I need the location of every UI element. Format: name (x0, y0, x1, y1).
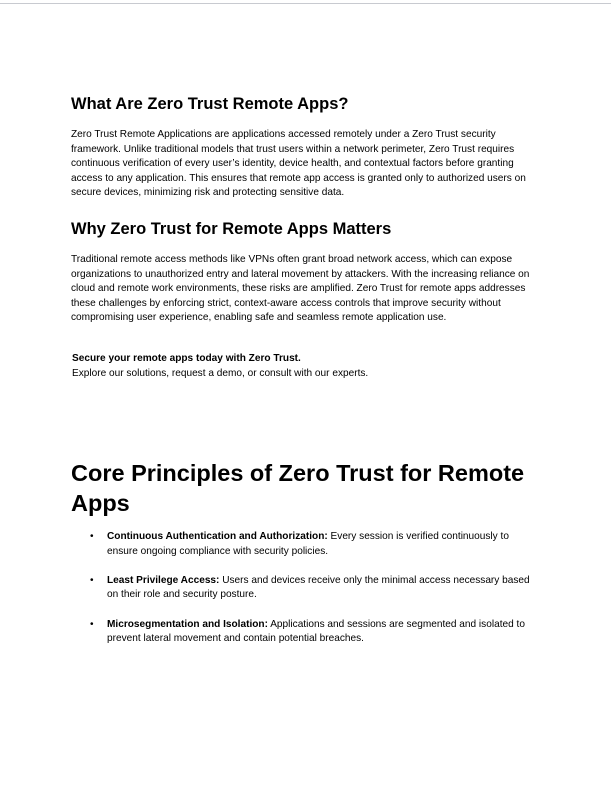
heading-why-zero-trust-matters: Why Zero Trust for Remote Apps Matters (71, 220, 392, 238)
cta-text: Explore our solutions, request a demo, or consult with our experts. (72, 367, 369, 379)
bullet-icon: • (90, 574, 94, 586)
heading-what-are-zero-trust-remote-apps: What Are Zero Trust Remote Apps? (71, 95, 349, 113)
list-item-term: Least Privilege Access: (107, 574, 220, 586)
list-item-term: Continuous Authentication and Authorization: (107, 531, 328, 542)
list-item-text: Every session is verified continuously to ensure ongoing compliance with security policies. (107, 531, 509, 557)
call-to-action (72, 352, 542, 381)
list-item (71, 618, 541, 647)
cta-title: Secure your remote apps today with Zero Trust. (72, 353, 301, 364)
list-item-text: Applications and sessions are segmented and isolated to prevent lateral movement and contain potential breaches. (107, 618, 525, 645)
list-item (71, 574, 541, 603)
page-top-border (0, 3, 611, 4)
list-item-text: Users and devices receive only the minimal access necessary based on their role and security posture. (107, 574, 530, 601)
bullet-icon: • (90, 618, 94, 630)
list-item-term: Microsegmentation and Isolation: (107, 618, 268, 630)
list-item (71, 530, 541, 559)
bullet-icon: • (90, 531, 94, 542)
principles-list (71, 530, 541, 661)
heading-core-principles: Core Principles of Zero Trust for Remote Apps (71, 460, 525, 516)
paragraph-why-matters: Traditional remote access methods like VPNs often grant broad network access, which can expose organizations to unauthorized entry and lateral movement by attackers. With the increasing reliance on cloud and remote work environments, these risks are amplified. Zero Trust for remote apps addresses these challenges by enforcing strict, context-aware access controls that improve security without compromising user experience, enabling safe and seamless remote application use. (71, 254, 530, 324)
paragraph-what-are: Zero Trust Remote Applications are applications accessed remotely under a Zero Trust security framework. Unlike traditional models that trust users within a network perimeter, Zero Trust requires continuous verification of every user’s identity, device health, and contextual factors before granting access to any application. This ensures that remote app access is granted only to authorized users on secure devices, minimizing risk and protecting sensitive data. (71, 129, 526, 199)
